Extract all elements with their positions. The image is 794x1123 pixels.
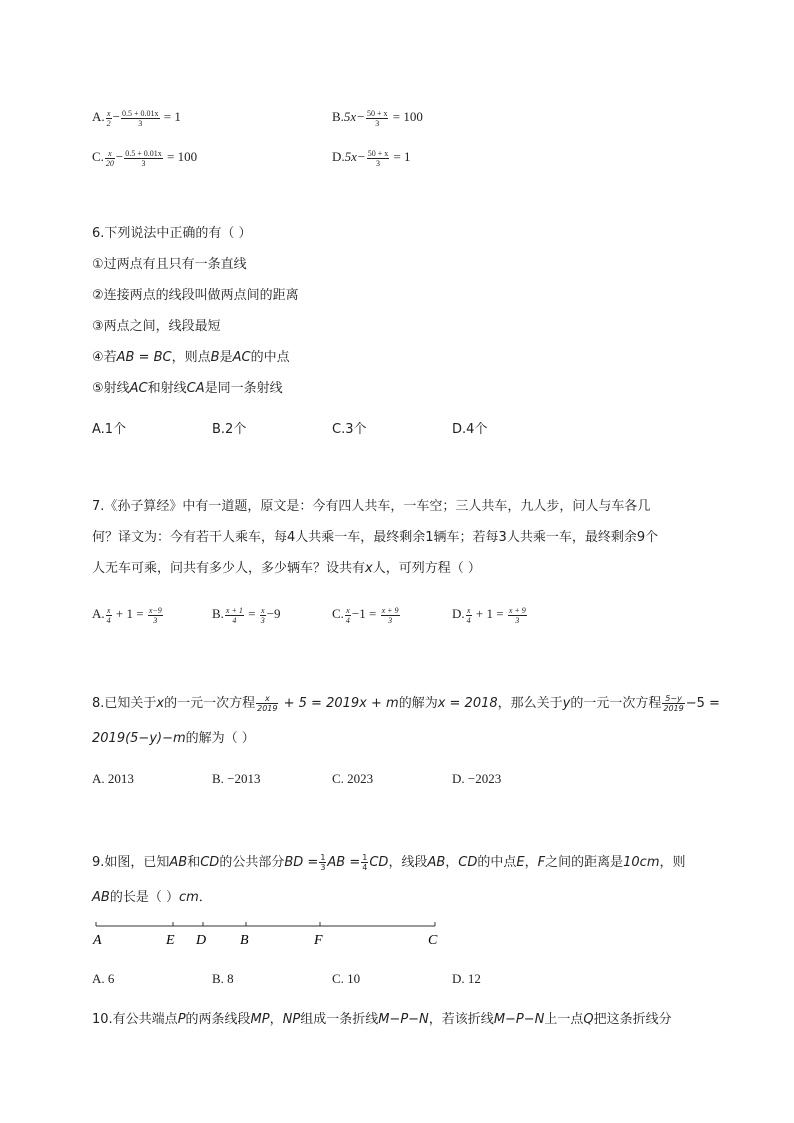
q5-option-a: A. $\frac{x}{2}$ − $\frac{0.5 + 0.01x}{3}$ = 1: [92, 108, 181, 128]
q6-statement-1: ①过两点有且只有一条直线: [92, 257, 247, 272]
point-label-f: F: [314, 933, 323, 948]
q7-option-c: C. $\frac{x}{4}$ −1 = $\frac{x + 9}{3}$: [332, 605, 399, 625]
point-label-b: B: [240, 933, 249, 948]
q6-statement-4: ④若AB = BC，则点B是AC的中点: [92, 350, 290, 365]
q6-option-d: D.4个: [452, 422, 488, 437]
q5-option-c: C. $\frac{x}{20}$ − $\frac{0.5 + 0.01x}{3}$ = 100: [92, 148, 198, 168]
q7-option-d: D. $\frac{x}{4}$ + 1 = $\frac{x + 9}{3}$: [452, 605, 526, 625]
q6-stem: 6.下列说法中正确的有（ ）: [92, 226, 252, 241]
q7-line-3: 人无车可乘，问共有多少人，多少辆车？设共有x人，可列方程（ ）: [92, 561, 481, 576]
q8-option-c: C. 2023: [332, 771, 374, 786]
q6-statement-5: ⑤射线AC和射线CA是同一条射线: [92, 381, 283, 396]
q6-option-a: A.1个: [92, 422, 127, 437]
q8-option-a: A. 2013: [92, 771, 134, 786]
q9-option-d: D. 12: [452, 971, 481, 986]
q7-option-b: B. $\frac{x + 1}{4}$ = $\frac{x}{3}$ −9: [212, 605, 281, 625]
q6-option-b: B.2个: [212, 422, 247, 437]
q9-line-2: AB的长是（ ）cm．: [92, 890, 212, 905]
q8-option-d: D. −2023: [452, 771, 502, 786]
q6-statement-2: ②连接两点的线段叫做两点间的距离: [92, 288, 299, 303]
q5-option-d: D.5x− $\frac{50 + x}{3}$ = 1: [332, 148, 411, 168]
q9-option-b: B. 8: [212, 971, 234, 986]
q9-line-1: 9.如图，已知AB和CD的公共部分BD = $\frac{1}{3}$ AB = $\frac{1}{4}$ CD，线段AB，CD的中点E，F之间的距离是10cm，则: [92, 853, 686, 872]
point-label-d: D: [196, 933, 207, 948]
q6-option-c: C.3个: [332, 422, 367, 437]
q7-option-a: A. $\frac{x}{4}$ + 1 = $\frac{x-9}{3}$: [92, 605, 162, 625]
q9-segment-figure: [88, 918, 448, 954]
q8-line-1: 8.已知关于x的一元一次方程 $\frac{x}{2019}$ + 5 = 2019x + m的解为x = 2018，那么关于y的一元一次方程 $\frac{5-y}{2019}$ −5 =: [92, 694, 720, 713]
q8-option-b: B. −2013: [212, 771, 261, 786]
q8-line-2: 2019(5−y)−m的解为（ ）: [92, 731, 255, 746]
point-label-a: A: [93, 933, 102, 948]
point-label-c: C: [428, 933, 438, 948]
q9-option-c: C. 10: [332, 971, 361, 986]
q6-statement-3: ③两点之间，线段最短: [92, 319, 221, 334]
q5-option-b: B.5x− $\frac{50 + x}{3}$ = 100: [332, 108, 423, 128]
q9-option-a: A. 6: [92, 971, 115, 986]
point-label-e: E: [166, 933, 175, 948]
q10-line-1: 10.有公共端点P的两条线段MP，NP组成一条折线M−P−N，若该折线M−P−N上一点Q把这条折线分: [92, 1012, 672, 1027]
q7-line-1: 7.《孙子算经》中有一道题，原文是：今有四人共车，一车空；三人共车，九人步，问人与车各几: [92, 499, 651, 514]
q7-line-2: 何？译文为：今有若干人乘车，每4人共乘一车，最终剩余1辆车；若每3人共乘一车，最终剩余9个: [92, 530, 659, 545]
